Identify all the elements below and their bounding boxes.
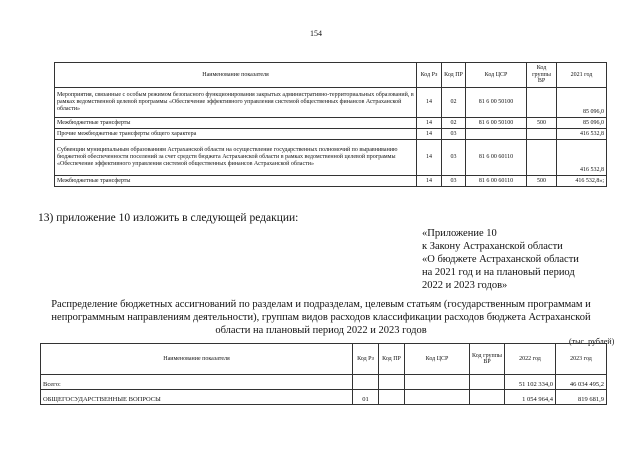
row-rz: 14	[417, 88, 442, 118]
document-heading: Распределение бюджетных ассигнований по разделам и подразделам, целевым статьям (государственным программам и непрограммным направлениям деятельности), группам видов расходов классификации расходов бюджета Астраханской области на плановый период 2022 и 2023 годов	[51, 299, 591, 336]
row-vr	[527, 140, 557, 176]
col-header-2021: 2021 год	[557, 63, 607, 88]
row-rz: 14	[417, 176, 442, 187]
row-pr: 03	[442, 129, 466, 140]
col-header-vr: Код группы ВР	[470, 344, 505, 375]
row-name: Субвенции муниципальным образованиям Астраханской области на осуществление государственных полномочий по выравниванию бюджетной обеспеченности поселений за счет средств бюджета Астраханской области в рамках ведомственной целевой программы «Обеспечение эффективного управления системой общественных финансов Астраханской области»	[55, 140, 417, 176]
table-row	[55, 176, 607, 187]
row-amount: 416 532,8	[557, 129, 607, 140]
row-pr: 02	[442, 88, 466, 118]
appendix-reference	[422, 227, 579, 292]
row-pr: 03	[442, 140, 466, 176]
row-vr	[527, 88, 557, 118]
row-vr: 500	[527, 176, 557, 187]
col-header-2022: 2022 год	[505, 344, 556, 375]
table-row	[55, 140, 607, 176]
row-vr	[470, 375, 505, 390]
row-csr: 81 6 00 60110	[466, 176, 527, 187]
item-13-text: 13) приложение 10 изложить в следующей редакции:	[38, 212, 299, 224]
row-csr	[466, 129, 527, 140]
row-name: Межбюджетные трансферты	[55, 118, 417, 129]
budget-table-2021	[54, 62, 607, 187]
col-header-csr: Код ЦСР	[466, 63, 527, 88]
row-amount: 85 096,0	[557, 88, 607, 118]
row-rz	[353, 375, 379, 390]
row-vr	[527, 129, 557, 140]
appendix-line: «Приложение 10	[422, 228, 497, 239]
appendix-line: на 2021 год и на плановый период	[422, 267, 575, 278]
row-name: Межбюджетные трансферты	[55, 176, 417, 187]
col-header-pr: Код ПР	[442, 63, 466, 88]
row-csr	[405, 390, 470, 405]
row-csr	[405, 375, 470, 390]
table-row	[41, 390, 607, 405]
appendix-line: «О бюджете Астраханской области	[422, 254, 579, 265]
row-amount: 85 096,0	[557, 118, 607, 129]
row-2023: 46 034 495,2	[556, 375, 607, 390]
row-name: Всего:	[41, 375, 353, 390]
row-rz: 14	[417, 118, 442, 129]
row-name: Мероприятия, связанные с особым режимом безопасного функционирования закрытых административно-территориальных образований, в рамках ведомственной целевой программы «Обеспечение эффективного управления системой общественных финансов Астраханской области»	[55, 88, 417, 118]
row-csr: 81 6 00 50100	[466, 118, 527, 129]
table-header-row	[41, 344, 607, 375]
row-rz: 14	[417, 129, 442, 140]
units-label: (тыс. рублей)	[569, 337, 615, 346]
col-header-rz: Код Рз	[353, 344, 379, 375]
row-rz: 14	[417, 140, 442, 176]
col-header-name: Наименование показателя	[55, 63, 417, 88]
col-header-csr: Код ЦСР	[405, 344, 470, 375]
row-2022: 51 102 334,0	[505, 375, 556, 390]
col-header-vr: Код группы ВР	[527, 63, 557, 88]
col-header-rz: Код Рз	[417, 63, 442, 88]
row-name: Прочие межбюджетные трансферты общего характера	[55, 129, 417, 140]
budget-table-2022-2023	[40, 343, 607, 405]
row-pr: 03	[442, 176, 466, 187]
row-amount: 416 532,8»;	[557, 176, 607, 187]
table-row	[55, 88, 607, 118]
row-csr: 81 6 00 60110	[466, 140, 527, 176]
col-header-2023: 2023 год	[556, 344, 607, 375]
table-row	[55, 118, 607, 129]
row-name: ОБЩЕГОСУДАРСТВЕННЫЕ ВОПРОСЫ	[41, 390, 353, 405]
row-vr	[470, 390, 505, 405]
row-pr	[379, 390, 405, 405]
row-2022: 1 054 964,4	[505, 390, 556, 405]
table-row	[55, 129, 607, 140]
row-2023: 819 681,9	[556, 390, 607, 405]
row-amount: 416 532,8	[557, 140, 607, 176]
row-csr: 81 6 00 50100	[466, 88, 527, 118]
page-number: 154	[310, 29, 322, 38]
col-header-name: Наименование показателя	[41, 344, 353, 375]
table-row	[41, 375, 607, 390]
table-header-row	[55, 63, 607, 88]
row-pr: 02	[442, 118, 466, 129]
appendix-line: к Закону Астраханской области	[422, 241, 563, 252]
row-pr	[379, 375, 405, 390]
col-header-pr: Код ПР	[379, 344, 405, 375]
appendix-line: 2022 и 2023 годов»	[422, 280, 508, 291]
row-vr: 500	[527, 118, 557, 129]
row-rz: 01	[353, 390, 379, 405]
